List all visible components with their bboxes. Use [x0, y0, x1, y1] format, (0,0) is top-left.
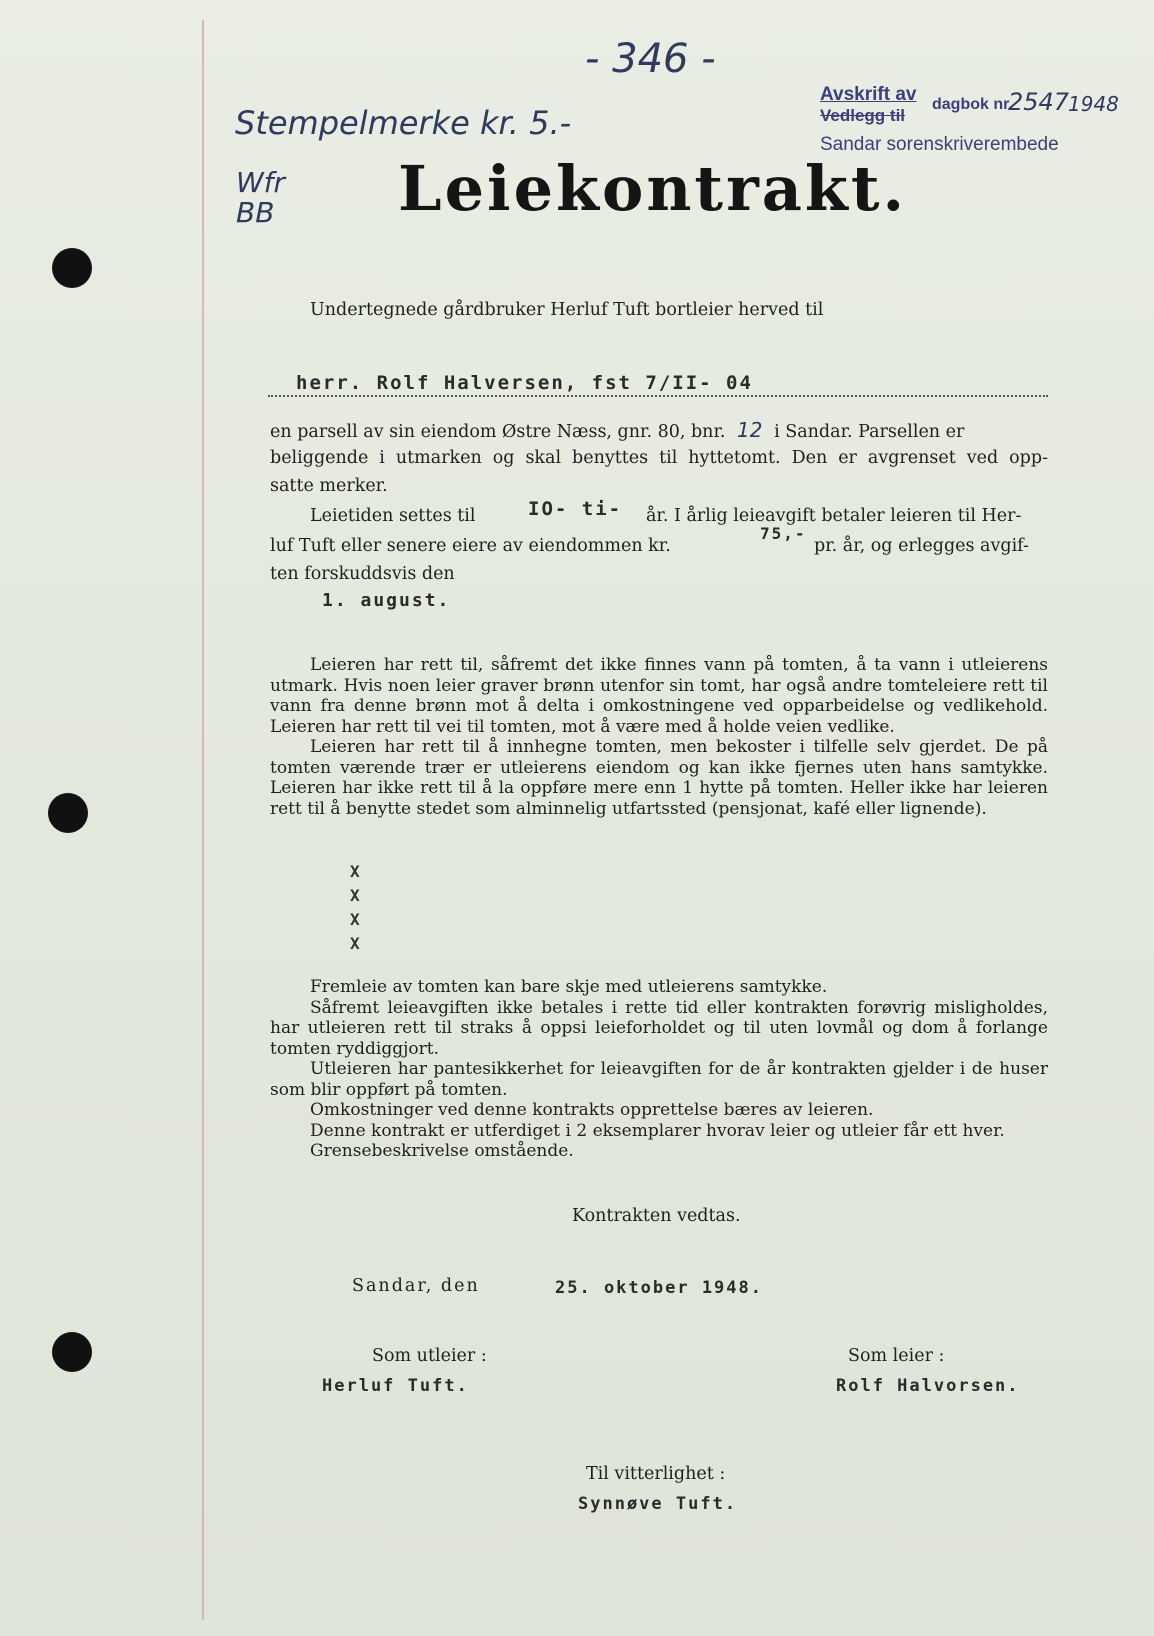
p2-text-c: luf Tuft eller senere eiere av eiendommen kr. [270, 536, 671, 556]
lessee-label: Som leier : [848, 1346, 945, 1366]
clause-security: Utleieren har pantesikkerhet for leieavgiften for de år kontrakten gjelder i de huser som blir oppført på tomten. [270, 1059, 1048, 1100]
punch-hole [48, 793, 88, 833]
p1-text-b: i Sandar. Parsellen er [774, 422, 965, 442]
clause-copies: Denne kontrakt er utferdiget i 2 eksemplarer hvorav leier og utleier får ett hver. [310, 1120, 1005, 1141]
intro-text: Undertegnede gårdbruker Herluf Tuft bortleier herved til [310, 300, 824, 320]
stamp-dagbok: dagbok nr. [932, 96, 1013, 113]
clause-costs: Omkostninger ved denne kontrakts opprettelse bæres av leieren. [310, 1100, 874, 1120]
p2-text-d: pr. år, og erlegges avgif- [814, 536, 1029, 556]
margin-note: Stempelmerke kr. 5.- [235, 104, 572, 142]
witness-name: Synnøve Tuft. [578, 1494, 738, 1514]
clause-fence: Leieren har rett til å innhegne tomten, men bekoster i tilfelle selv gjerdet. De på tomten værende trær er utleierens eiendom og kan ikke fjernes uten hans samtykke. Leieren har ikke rett til å la oppføre mere enn 1 hytte på tomten. Heller ikke har leieren rett til å benytte stedet som alminnelig utfartssted (pensjonat, kafé eller lignende). [270, 737, 1048, 819]
dotted-line [268, 395, 1048, 397]
punch-hole [52, 1332, 92, 1372]
clause-default: Såfremt leieavgiften ikke betales i rette tid eller kontrakten forøvrig misligholdes, har utleieren rett til straks å oppsi leieforholdet og til uten lovmål og dom å forlange tomten ryddiggjort. [270, 997, 1048, 1059]
margin-line [202, 20, 204, 1620]
lessor-name: Herluf Tuft. [322, 1376, 469, 1396]
p1-line3: satte merker. [270, 476, 388, 496]
clauses-block-1 [270, 655, 1048, 819]
x-mark: X [350, 934, 360, 953]
clauses-block-2 [270, 977, 1048, 1162]
clause-boundary: Grensebeskrivelse omstående. [310, 1141, 574, 1161]
p2-years: IO- ti- [528, 498, 623, 520]
x-mark: X [350, 886, 360, 905]
p1-line2: beliggende i utmarken og skal benyttes til hyttetomt. Den er avgrenset ved opp- [270, 448, 1048, 468]
agreed-text: Kontrakten vedtas. [572, 1206, 741, 1226]
initials: Wfr BB [236, 166, 286, 229]
p2-text-a: Leietiden settes til [310, 506, 476, 526]
punch-hole [52, 248, 92, 288]
stamp-vedlegg: Vedlegg til [820, 106, 906, 125]
stamp-year: 1948 [1068, 92, 1119, 116]
contract-date: 25. oktober 1948. [555, 1278, 763, 1298]
witness-label: Til vitterlighet : [586, 1464, 726, 1484]
document-title: Leiekontrakt. [398, 152, 908, 225]
clause-sublet: Fremleie av tomten kan bare skje med utleierens samtykke. [310, 977, 828, 997]
p1-line1 [270, 416, 964, 446]
p2-text-b: år. I årlig leieavgift betaler leieren til Her- [646, 506, 1022, 526]
p1-bnr: 12 [737, 418, 763, 442]
stamp-number: 2547 [1008, 88, 1070, 116]
x-mark: X [350, 862, 360, 881]
p2-text-e: ten forskuddsvis den [270, 564, 455, 584]
tenant-typed: herr. Rolf Halversen, fst 7/II- 04 [296, 372, 753, 394]
p2-amount: 75,- [760, 524, 807, 543]
lessee-name: Rolf Halvorsen. [836, 1376, 1020, 1396]
place-text: Sandar, den [352, 1276, 480, 1296]
stamp-avskrift: Avskrift av [820, 84, 917, 105]
p1-text-a: en parsell av sin eiendom Østre Næss, gnr. 80, bnr. [270, 422, 726, 442]
p2-date: 1. august. [322, 590, 451, 611]
stamp-office: Sandar sorenskriverembede [820, 134, 1059, 155]
page-number: - 346 - [585, 36, 716, 82]
clause-water: Leieren har rett til, såfremt det ikke finnes vann på tomten, å ta vann i utleierens utmark. Hvis noen leier graver brønn utenfor sin tomt, har også andre tomteleiere rett til vann fra denne brønn mot å delta i omkostningene ved opparbeidelse og vedlikehold. Leieren har rett til vei til tomten, mot å være med å holde veien vedlike. [270, 655, 1048, 737]
lessor-label: Som utleier : [372, 1346, 487, 1366]
x-mark: X [350, 910, 360, 929]
